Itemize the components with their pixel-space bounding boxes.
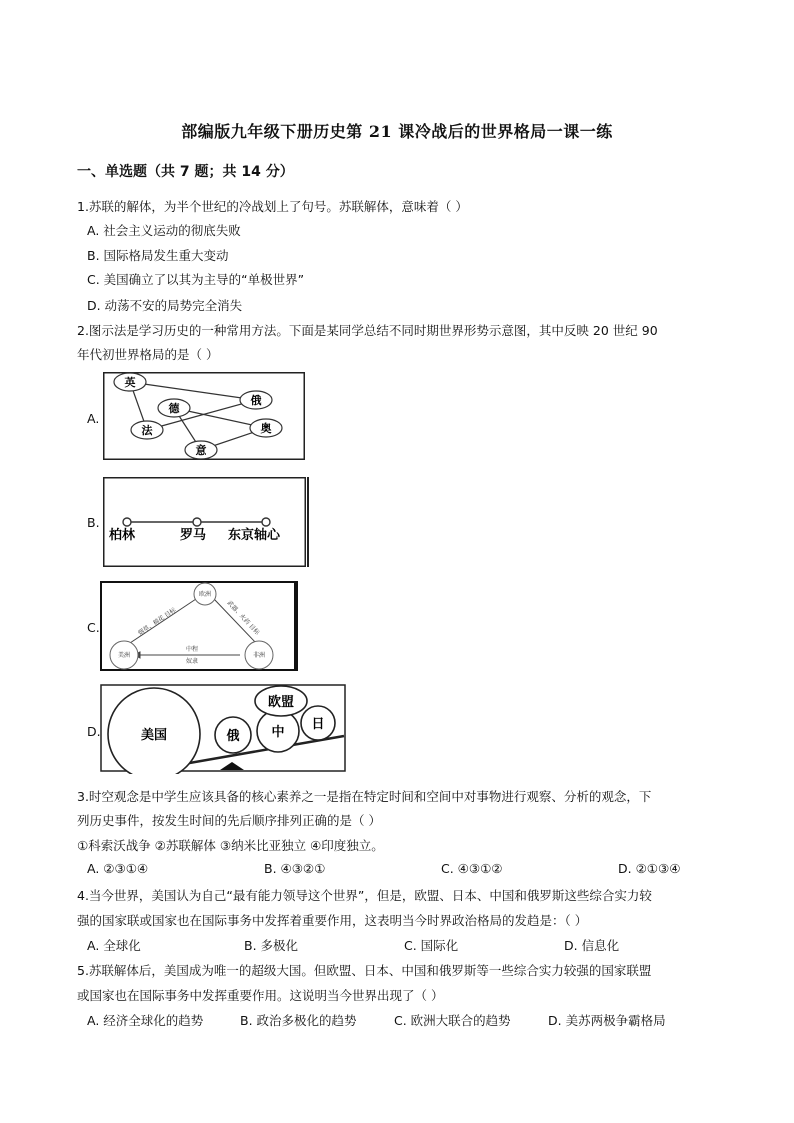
q5-option-d: D. 美苏两极争霸格局 (548, 1013, 666, 1028)
fig-c-node-africa: 非洲 (252, 652, 266, 659)
q4-stem-line2: 强的国家联或国家也在国际事务中发挥着重要作用，这表明当今时界政治格局的发趋是：（ ） (77, 913, 588, 928)
fig-a-node-yi: 意 (195, 444, 207, 457)
fig-d-node-japan: 日 (311, 717, 325, 732)
q5-stem-line1: 5.苏联解体后，美国成为唯一的超级大国。但欧盟、日本、中国和俄罗斯等一些综合实力较强的国家联盟 (77, 963, 652, 978)
fig-a-node-ying: 英 (124, 376, 136, 389)
fig-c-node-europe: 欧洲 (198, 591, 212, 598)
q2-label-d: D. (87, 724, 101, 739)
fig-b-node-tokyo: 东京轴心 (228, 528, 281, 543)
q5-stem-line2: 或国家也在国际事务中发挥重要作用。这说明当今世界出现了（ ） (77, 988, 444, 1003)
q1-option-b: B. 国际格局发生重大变动 (87, 248, 229, 263)
q2-label-b: B. (87, 515, 100, 530)
q5-option-b: B. 政治多极化的趋势 (240, 1013, 357, 1028)
q5-option-c: C. 欧洲大联合的趋势 (394, 1013, 511, 1028)
fig-d-node-china: 中 (271, 725, 285, 740)
fig-a-node-de: 德 (168, 402, 180, 415)
q2-figure-c (100, 581, 300, 671)
fig-d-node-eu: 欧盟 (267, 695, 295, 710)
q2-figure-a (103, 372, 305, 460)
q3-option-b: B. ④③②① (264, 861, 326, 876)
fig-d-node-russia: 俄 (226, 729, 240, 744)
fig-c-edge-right: 武器、火药 目标 (225, 599, 261, 637)
q3-option-c: C. ④③①② (441, 861, 503, 876)
q2-label-c: C. (87, 620, 100, 635)
fig-c-edge-left: 烟草、棉花 目标 (136, 606, 178, 637)
fig-d-node-usa: 美国 (140, 728, 168, 743)
fig-c-edge-bottom-2: 奴隶 (185, 658, 199, 665)
q1-option-a: A. 社会主义运动的彻底失败 (87, 223, 241, 238)
q1-stem: 1.苏联的解体，为半个世纪的冷战划上了句号。苏联解体，意味着（ ） (77, 199, 468, 214)
q4-option-c: C. 国际化 (404, 938, 459, 953)
q2-figure-b (103, 477, 311, 567)
fig-a-node-fa: 法 (141, 424, 153, 437)
q2-stem-line2: 年代初世界格局的是（ ） (77, 347, 219, 362)
section-heading: 一、单选题（共 7 题；共 14 分） (77, 164, 294, 180)
q1-option-d: D. 动荡不安的局势完全消失 (87, 298, 243, 313)
q3-option-a: A. ②③①④ (87, 861, 149, 876)
q3-stem-line2: 列历史事件，按发生时间的先后顺序排列正确的是（ ） (77, 813, 381, 828)
q2-stem-line1: 2.图示法是学习历史的一种常用方法。下面是某同学总结不同时期世界形势示意图，其中反映 20 世纪 90 (77, 323, 658, 338)
fig-c-node-americas: 美洲 (117, 652, 131, 659)
q1-option-c: C. 美国确立了以其为主导的“单极世界” (87, 272, 305, 287)
q2-figure-d (100, 684, 352, 774)
fig-b-node-rome: 罗马 (180, 528, 207, 543)
q2-label-a: A. (87, 411, 100, 426)
fig-b-node-berlin: 柏林 (109, 528, 136, 543)
q4-option-a: A. 全球化 (87, 938, 141, 953)
q4-option-b: B. 多极化 (244, 938, 299, 953)
fig-a-node-ao: 奥 (260, 422, 272, 435)
document-title: 部编版九年级下册历史第 21 课冷战后的世界格局一课一练 (181, 122, 613, 141)
fig-a-node-e: 俄 (250, 394, 262, 407)
q3-stem-line1: 3.时空观念是中学生应该具备的核心素养之一是指在特定时间和空间中对事物进行观察、分析的观念，下 (77, 789, 652, 804)
q4-stem-line1: 4.当今世界，美国认为自己“最有能力领导这个世界”，但是，欧盟、日本、中国和俄罗斯这些综合实力较 (77, 888, 652, 903)
q3-events: ①科索沃战争 ②苏联解体 ③纳米比亚独立 ④印度独立。 (77, 838, 384, 853)
q4-option-d: D. 信息化 (564, 938, 620, 953)
q3-option-d: D. ②①③④ (618, 861, 681, 876)
q5-option-a: A. 经济全球化的趋势 (87, 1013, 204, 1028)
fig-c-edge-bottom-1: 中程 (185, 646, 199, 653)
